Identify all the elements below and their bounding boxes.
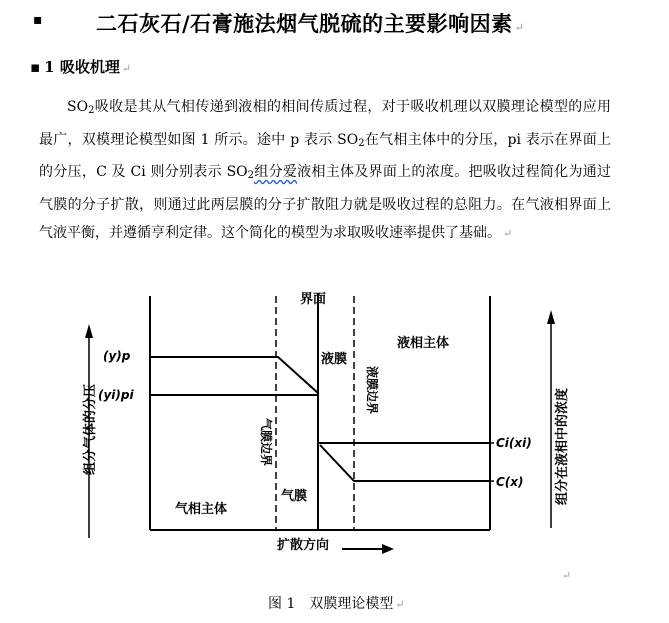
gas-boundary-label: 气膜边界 bbox=[259, 418, 273, 467]
label-p: (y)p bbox=[103, 349, 131, 363]
interface-label: 界面 bbox=[300, 292, 327, 307]
caption-text: 双膜理论模型 bbox=[309, 596, 394, 612]
label-ci: Ci(xi) bbox=[496, 436, 532, 450]
paragraph-mark: ↵ bbox=[503, 227, 513, 240]
diffusion-direction-label: 扩散方向 bbox=[277, 538, 330, 553]
figure-caption bbox=[268, 593, 405, 613]
gas-partial-pressure-profile bbox=[150, 357, 318, 393]
label-pi: (yi)pi bbox=[98, 388, 134, 402]
section-title: 1 吸收机理 bbox=[44, 58, 120, 76]
label-c: C(x) bbox=[496, 475, 524, 489]
liquid-boundary-label: 液膜边界 bbox=[365, 366, 379, 415]
gas-film-label: 气膜 bbox=[281, 489, 308, 504]
left-axis-arrow bbox=[85, 324, 93, 338]
body-paragraph: $SO_2$吸收是其从气相传递到液相的相间传质过程，对于吸收机理以双膜理论模型的应用最广，双模理论模型如图 1 所示。途中 p 表示 $SO_2$在气相主体中的分压，pi 表示在界面上的分压，C 及 Ci 则分别表示 $SO_2$组分爱液相主体及界面上的浓度。把吸收过程简化为通过气膜的分子扩散，则通过此两层膜的分子扩散阻力就是吸收过程的总阻力。在气液相界面上气液平衡，并遵循亨利定律。这个简化的模型为求取吸收速率提供了基础。 ↵ bbox=[39, 99, 612, 241]
paragraph-mark: ↵ bbox=[562, 569, 572, 582]
paragraph-mark: ↵ bbox=[395, 598, 405, 611]
liquid-bulk-label: 液相主体 bbox=[397, 336, 450, 351]
document-title: 二石灰石/石膏施法烟气脱硫的主要影响因素 ↵ bbox=[96, 11, 525, 36]
caption-number: 图 1 bbox=[268, 596, 296, 612]
right-axis-arrow bbox=[547, 310, 555, 324]
spellcheck-underline: 组分爱 bbox=[254, 164, 298, 180]
gas-bulk-label: 气相主体 bbox=[175, 502, 228, 517]
paragraph-mark: ↵ bbox=[514, 21, 525, 34]
right-axis-label: 组分在液相中的浓度 bbox=[555, 387, 570, 505]
paragraph-mark: ↵ bbox=[121, 62, 132, 75]
title-bullet: ▪ bbox=[33, 12, 43, 28]
diffusion-arrow-head bbox=[382, 544, 394, 554]
liquid-concentration-profile bbox=[320, 445, 490, 481]
section-bullet: ▪ bbox=[30, 58, 41, 76]
left-axis-label: 组分气体的分压 bbox=[83, 383, 98, 475]
liquid-film-label: 液膜 bbox=[321, 352, 348, 367]
